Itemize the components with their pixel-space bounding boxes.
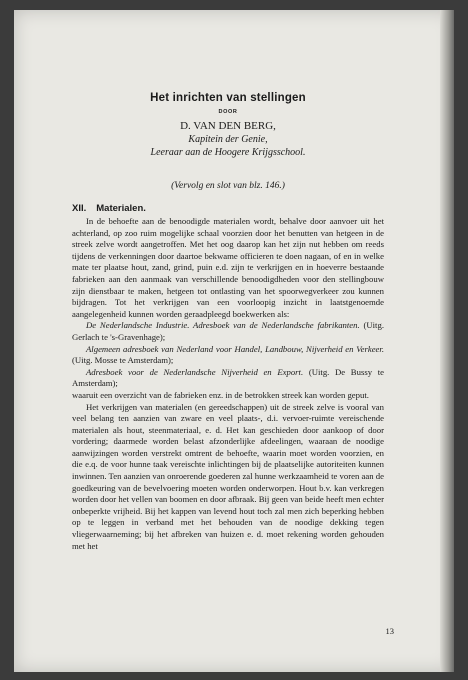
continuation-note: (Vervolg en slot van blz. 146.) [171,181,285,191]
page-number: 13 [385,626,394,636]
paragraph-1: In de behoefte aan de benoodigde materialen wordt, behalve door aanvoer uit het achterland, op zoo ruim mogelijke schaal voorzien door het benutten van hetgeen in de streek zelve wordt aangetroffen. Met het oog daarop kan het zijn nut hebben om reeds tijdens de verkenningen door daartoe bekwame officieren te doen nagaan, of en in welke mate ter plaatse hout, zand, grind, puin e.d. zijn te verkrijgen en in hoeverre bestaande fabrieken aan den aanmaak van verschillende benoodigdheden voor den stellingbouw zijn dienstbaar te maken, hetgeen tot ontlasting van het spoorwegverkeer zou kunnen bijdragen. Tot het verkrijgen van een voorloopig inzicht in laatstgenoemde aangelegenheid kunnen worden geraadpleegd boekwerken als: [72,216,384,319]
section-title: Materialen. [96,203,146,214]
reference-3: Adresboek voor de Nederlandsche Nijverheid en Export. (Uitg. De Bussy te Amsterdam); [72,366,384,389]
author-role: Kapitein der Genie, [188,134,268,145]
paragraph-2: Het verkrijgen van materialen (en gereedschappen) uit de streek zelve is vooral van veel belang ten aanzien van zware en veel plaats-, d.i. vervoer-ruimte vereischende materialen als hout, steenmateriaal, e. d. Het kan geschieden door aankoop of door vordering; daarmede worden belast afzonderlijke afdeelingen, waaraan de noodige aanwijzingen worden verstrekt omtrent de behoefte, waarin moet worden voorzien, en die e.q. de voor hunne taak vereischte inlichtingen bij de plaatselijke autoriteiten kunnen inwinnen. Ten aanzien van onroerende goederen zal hunne werkzaamheid te voren aan de goedkeuring van de bevelvoering moeten worden onderworpen. Hout b.v. kan verkregen worden door het vellen van boomen en door afbraak. Bij geen van beide heeft men echter onbeperkte vrijheid. Bij het kappen van levend hout toch zal men zich beperking hebben op te leggen in verband met het behouden van de noodige dekking tegen vliegerwaarneming; bij het afbreken van huizen e. d. moet rekening worden gehouden met het [72,401,384,551]
section-heading [72,203,384,214]
reference-2: Algemeen adresboek van Nederland voor Handel, Landbouw, Nijverheid en Verkeer. (Uitg. Mosse te Amsterdam); [72,343,384,366]
reference-1: De Nederlandsche Industrie. Adresboek van de Nederlandsche fabrikanten. (Uitg. Gerlach te 's-Gravenhage); [72,320,384,342]
section-number: XII. [72,203,87,214]
page-gutter [440,10,454,672]
author-name: D. VAN DEN BERG, [180,120,276,132]
page-content [72,92,384,552]
paragraph-after-references: waaruit een overzicht van de fabrieken enz. in de betrokken streek kan worden geput. [72,389,369,400]
book-page [14,10,454,672]
author-affiliation: Leeraar aan de Hoogere Krijgsschool. [150,147,306,158]
article-title: Het inrichten van stellingen [150,92,306,104]
byline: DOOR [218,109,238,115]
